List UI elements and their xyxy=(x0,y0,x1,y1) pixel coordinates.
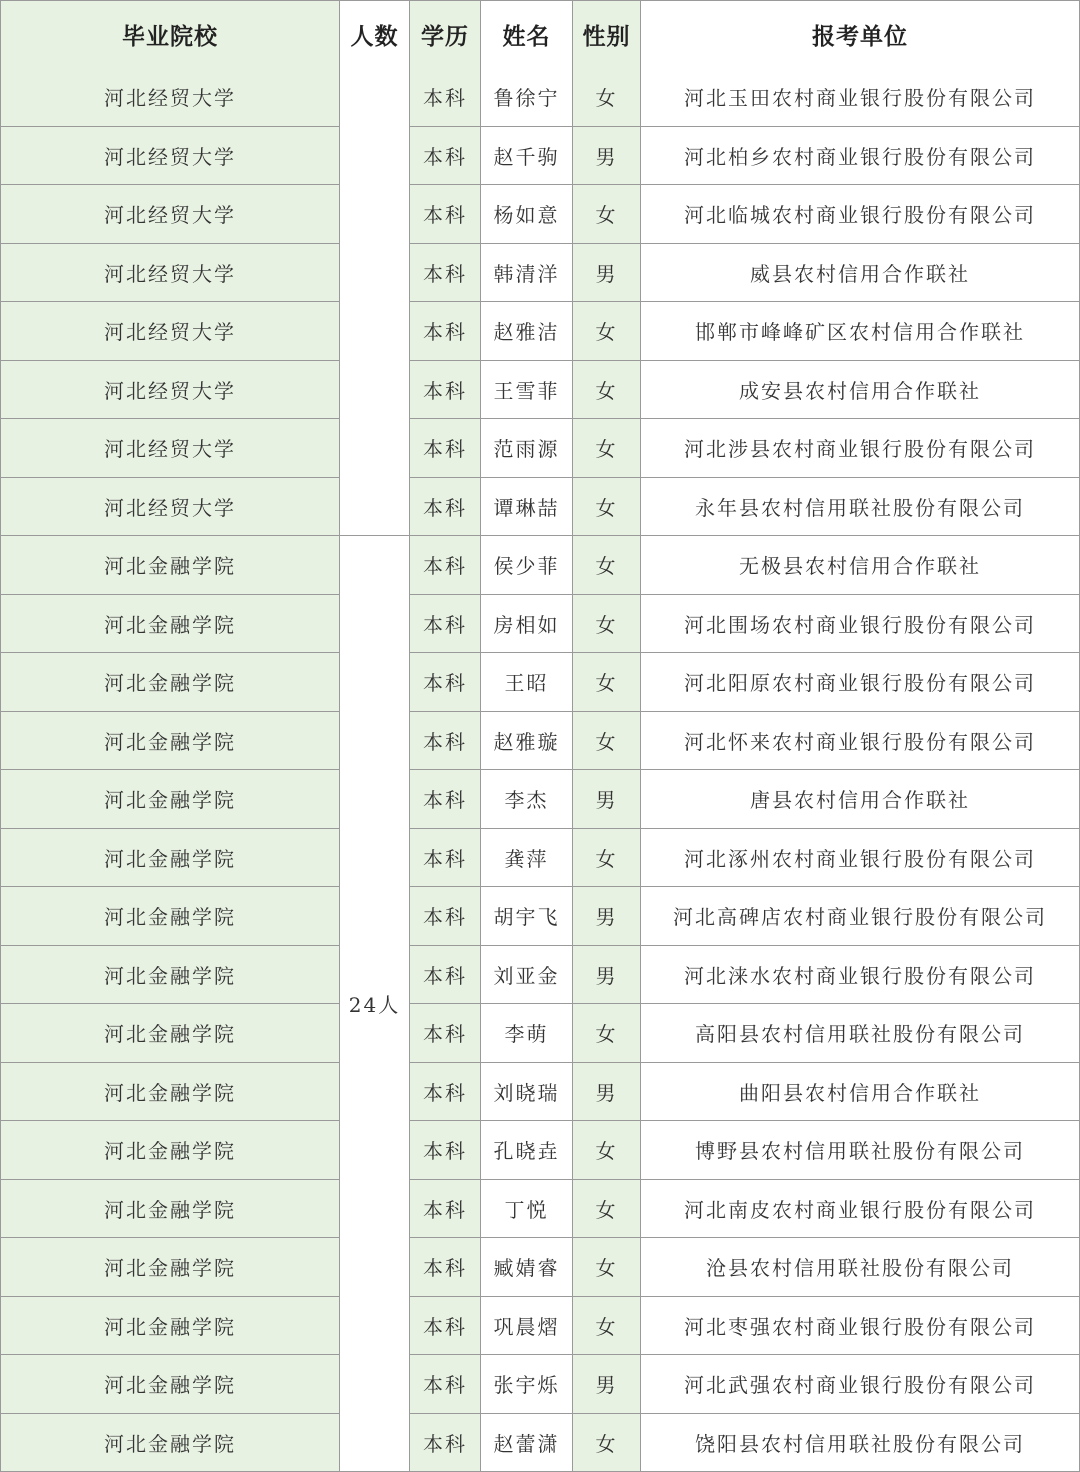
cell-name: 赵雅洁 xyxy=(481,302,573,361)
cell-name: 刘晓瑞 xyxy=(481,1063,573,1122)
cell-name: 张宇烁 xyxy=(481,1355,573,1414)
cell-school: 河北经贸大学 xyxy=(0,302,340,361)
cell-gender: 男 xyxy=(573,770,641,829)
cell-gender: 男 xyxy=(573,1063,641,1122)
cell-gender: 女 xyxy=(573,829,641,888)
cell-name: 李萌 xyxy=(481,1004,573,1063)
cell-name: 臧婧睿 xyxy=(481,1238,573,1297)
cell-gender: 男 xyxy=(573,887,641,946)
cell-school: 河北金融学院 xyxy=(0,1414,340,1472)
cell-unit: 高阳县农村信用联社股份有限公司 xyxy=(641,1004,1080,1063)
cell-gender: 女 xyxy=(573,1180,641,1239)
cell-gender: 女 xyxy=(573,361,641,420)
cell-unit: 沧县农村信用联社股份有限公司 xyxy=(641,1238,1080,1297)
cell-school: 河北金融学院 xyxy=(0,1355,340,1414)
cell-unit: 成安县农村信用合作联社 xyxy=(641,361,1080,420)
cell-degree: 本科 xyxy=(410,1238,481,1297)
cell-degree: 本科 xyxy=(410,1004,481,1063)
cell-gender: 男 xyxy=(573,1355,641,1414)
cell-unit: 威县农村信用合作联社 xyxy=(641,244,1080,303)
cell-degree: 本科 xyxy=(410,829,481,888)
cell-gender: 女 xyxy=(573,478,641,537)
cell-degree: 本科 xyxy=(410,244,481,303)
cell-school: 河北金融学院 xyxy=(0,829,340,888)
header-degree: 学历 xyxy=(410,1,481,69)
cell-school: 河北金融学院 xyxy=(0,887,340,946)
cell-degree: 本科 xyxy=(410,1414,481,1472)
cell-name: 赵蕾潇 xyxy=(481,1414,573,1472)
header-school: 毕业院校 xyxy=(0,1,340,69)
table-body xyxy=(0,68,1080,1472)
cell-gender: 女 xyxy=(573,1121,641,1180)
cell-name: 范雨源 xyxy=(481,419,573,478)
cell-school: 河北经贸大学 xyxy=(0,244,340,303)
cell-school: 河北经贸大学 xyxy=(0,185,340,244)
cell-unit: 唐县农村信用合作联社 xyxy=(641,770,1080,829)
cell-school: 河北金融学院 xyxy=(0,1004,340,1063)
cell-gender: 女 xyxy=(573,302,641,361)
cell-degree: 本科 xyxy=(410,127,481,186)
cell-degree: 本科 xyxy=(410,1180,481,1239)
header-name: 姓名 xyxy=(481,1,573,69)
cell-gender: 男 xyxy=(573,946,641,1005)
cell-unit: 河北阳原农村商业银行股份有限公司 xyxy=(641,653,1080,712)
cell-unit: 河北临城农村商业银行股份有限公司 xyxy=(641,185,1080,244)
cell-degree: 本科 xyxy=(410,887,481,946)
cell-gender: 女 xyxy=(573,1004,641,1063)
cell-degree: 本科 xyxy=(410,1355,481,1414)
cell-name: 房相如 xyxy=(481,595,573,654)
cell-unit: 河北涿州农村商业银行股份有限公司 xyxy=(641,829,1080,888)
cell-count: 24人 xyxy=(340,536,410,1472)
cell-unit: 河北涉县农村商业银行股份有限公司 xyxy=(641,419,1080,478)
table-header xyxy=(0,0,1080,69)
cell-degree: 本科 xyxy=(410,361,481,420)
cell-degree: 本科 xyxy=(410,185,481,244)
cell-unit: 邯郸市峰峰矿区农村信用合作联社 xyxy=(641,302,1080,361)
cell-school: 河北金融学院 xyxy=(0,536,340,595)
cell-name: 刘亚金 xyxy=(481,946,573,1005)
cell-unit: 博野县农村信用联社股份有限公司 xyxy=(641,1121,1080,1180)
cell-name: 巩晨熠 xyxy=(481,1297,573,1356)
cell-name: 杨如意 xyxy=(481,185,573,244)
cell-name: 王昭 xyxy=(481,653,573,712)
cell-degree: 本科 xyxy=(410,653,481,712)
cell-unit: 河北枣强农村商业银行股份有限公司 xyxy=(641,1297,1080,1356)
cell-gender: 女 xyxy=(573,1414,641,1472)
cell-school: 河北经贸大学 xyxy=(0,361,340,420)
cell-name: 王雪菲 xyxy=(481,361,573,420)
cell-gender: 女 xyxy=(573,185,641,244)
cell-name: 孔晓垚 xyxy=(481,1121,573,1180)
cell-unit: 饶阳县农村信用联社股份有限公司 xyxy=(641,1414,1080,1472)
cell-school: 河北经贸大学 xyxy=(0,127,340,186)
cell-degree: 本科 xyxy=(410,712,481,771)
cell-degree: 本科 xyxy=(410,478,481,537)
cell-name: 丁悦 xyxy=(481,1180,573,1239)
cell-school: 河北金融学院 xyxy=(0,1063,340,1122)
cell-name: 韩清洋 xyxy=(481,244,573,303)
cell-school: 河北金融学院 xyxy=(0,770,340,829)
cell-degree: 本科 xyxy=(410,302,481,361)
cell-gender: 男 xyxy=(573,127,641,186)
cell-name: 龚萍 xyxy=(481,829,573,888)
cell-degree: 本科 xyxy=(410,946,481,1005)
cell-school: 河北经贸大学 xyxy=(0,419,340,478)
cell-unit: 河北柏乡农村商业银行股份有限公司 xyxy=(641,127,1080,186)
cell-school: 河北金融学院 xyxy=(0,1297,340,1356)
cell-gender: 男 xyxy=(573,244,641,303)
cell-school: 河北金融学院 xyxy=(0,1180,340,1239)
cell-school: 河北金融学院 xyxy=(0,653,340,712)
cell-gender: 女 xyxy=(573,595,641,654)
cell-unit: 河北武强农村商业银行股份有限公司 xyxy=(641,1355,1080,1414)
cell-name: 胡宇飞 xyxy=(481,887,573,946)
header-count: 人数 xyxy=(340,1,410,69)
cell-gender: 女 xyxy=(573,68,641,127)
cell-school: 河北金融学院 xyxy=(0,946,340,1005)
cell-degree: 本科 xyxy=(410,595,481,654)
cell-name: 侯少菲 xyxy=(481,536,573,595)
cell-unit: 河北围场农村商业银行股份有限公司 xyxy=(641,595,1080,654)
cell-degree: 本科 xyxy=(410,1297,481,1356)
cell-degree: 本科 xyxy=(410,1121,481,1180)
cell-school: 河北金融学院 xyxy=(0,595,340,654)
cell-school: 河北经贸大学 xyxy=(0,478,340,537)
cell-name: 谭琳喆 xyxy=(481,478,573,537)
cell-degree: 本科 xyxy=(410,419,481,478)
cell-name: 赵千驹 xyxy=(481,127,573,186)
cell-name: 鲁徐宁 xyxy=(481,68,573,127)
cell-degree: 本科 xyxy=(410,1063,481,1122)
cell-degree: 本科 xyxy=(410,68,481,127)
cell-unit: 曲阳县农村信用合作联社 xyxy=(641,1063,1080,1122)
cell-unit: 河北涞水农村商业银行股份有限公司 xyxy=(641,946,1080,1005)
cell-unit: 永年县农村信用联社股份有限公司 xyxy=(641,478,1080,537)
header-unit: 报考单位 xyxy=(641,1,1080,69)
cell-gender: 女 xyxy=(573,712,641,771)
cell-gender: 女 xyxy=(573,1297,641,1356)
cell-school: 河北金融学院 xyxy=(0,1121,340,1180)
cell-school: 河北金融学院 xyxy=(0,712,340,771)
cell-degree: 本科 xyxy=(410,770,481,829)
cell-unit: 河北高碑店农村商业银行股份有限公司 xyxy=(641,887,1080,946)
cell-school: 河北金融学院 xyxy=(0,1238,340,1297)
cell-unit: 河北玉田农村商业银行股份有限公司 xyxy=(641,68,1080,127)
cell-school: 河北经贸大学 xyxy=(0,68,340,127)
header-gender: 性别 xyxy=(573,1,641,69)
cell-unit: 河北怀来农村商业银行股份有限公司 xyxy=(641,712,1080,771)
cell-gender: 女 xyxy=(573,1238,641,1297)
cell-gender: 女 xyxy=(573,536,641,595)
cell-name: 李杰 xyxy=(481,770,573,829)
cell-gender: 女 xyxy=(573,419,641,478)
cell-unit: 河北南皮农村商业银行股份有限公司 xyxy=(641,1180,1080,1239)
cell-degree: 本科 xyxy=(410,536,481,595)
cell-unit: 无极县农村信用合作联社 xyxy=(641,536,1080,595)
cell-name: 赵雅璇 xyxy=(481,712,573,771)
cell-count xyxy=(340,68,410,536)
cell-gender: 女 xyxy=(573,653,641,712)
